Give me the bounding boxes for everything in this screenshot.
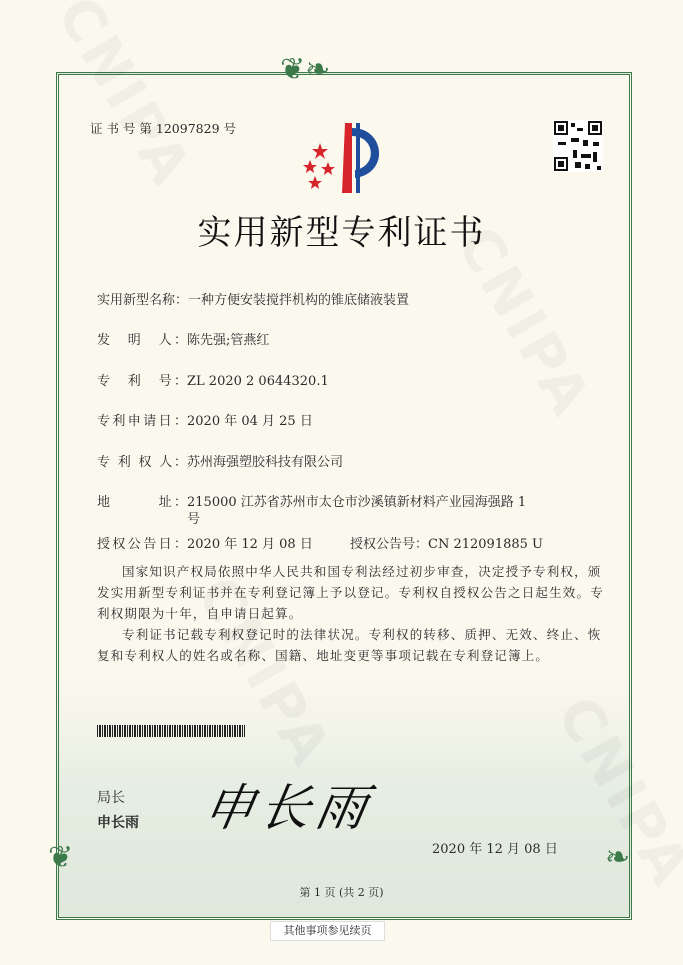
continued-note: 其他事项参见续页 (270, 921, 385, 941)
field-label: 专 利 权 人： (97, 455, 187, 470)
certificate-title: 实用新型专利证书 (197, 213, 486, 253)
paragraph: 专利证书记载专利权登记时的法律状况。专利权的转移、质押、无效、终止、恢复和专利权人的姓名或名称、国籍、地址变更等事项记载在专利登记簿上。 (97, 627, 602, 663)
field-value: 2020 年 12 月 08 日 (187, 537, 313, 552)
field-address (97, 491, 526, 510)
ornament-corner-right: ❧ (605, 840, 631, 875)
issue-date: 2020 年 12 月 08 日 (432, 842, 558, 857)
field-value: ZL 2020 2 0644320.1 (187, 374, 329, 389)
field-label: 实用新型名称： (97, 293, 189, 308)
certificate-number: 证 书 号 第 12097829 号 (90, 121, 236, 136)
field-patent-no (97, 370, 329, 389)
director-title: 局长 (97, 790, 125, 806)
ornament-corner-left: ❦ (48, 840, 74, 875)
field-value: 2020 年 04 月 25 日 (187, 414, 313, 429)
ornament-top: ❦❧ (280, 52, 331, 87)
field-address-cont: 号 (187, 512, 201, 527)
field-value: 215000 江苏省苏州市太仓市沙溪镇新材料产业园海强路 1 (187, 495, 527, 510)
field-label: 授权公告号： (350, 537, 429, 552)
field-label: 地 址： (97, 495, 187, 510)
field-patentee (97, 451, 343, 470)
signature: 申长雨 (199, 779, 378, 837)
director-name: 申长雨 (97, 815, 139, 831)
field-label: 专利申请日： (97, 414, 187, 429)
star-icon (303, 143, 335, 189)
field-value: 苏州海强塑胶科技有限公司 (187, 455, 344, 470)
qr-code (553, 120, 603, 172)
page-number: 第 1 页 (共 2 页) (299, 886, 384, 899)
field-filing-date (97, 410, 313, 429)
field-inventor (97, 329, 269, 348)
field-value: 一种方便安装搅拌机构的锥底储液装置 (188, 293, 410, 308)
field-value: CN 212091885 U (428, 537, 543, 552)
barcode (97, 725, 245, 737)
cnipa-logo (290, 118, 400, 198)
field-label: 发 明 人： (97, 333, 187, 348)
field-label: 专 利 号： (97, 374, 187, 389)
field-name (97, 289, 409, 308)
field-value: 陈先强;管燕红 (187, 333, 270, 348)
field-label: 授权公告日： (97, 537, 187, 552)
field-pub-no (350, 533, 543, 552)
field-grant-date (97, 533, 313, 552)
paragraph: 国家知识产权局依照中华人民共和国专利法经过初步审查，决定授予专利权，颁发实用新型专利证书并在专利登记簿上予以登记。专利权自授权公告之日起生效。专利权期限为十年，自申请日起算。 (97, 564, 604, 621)
